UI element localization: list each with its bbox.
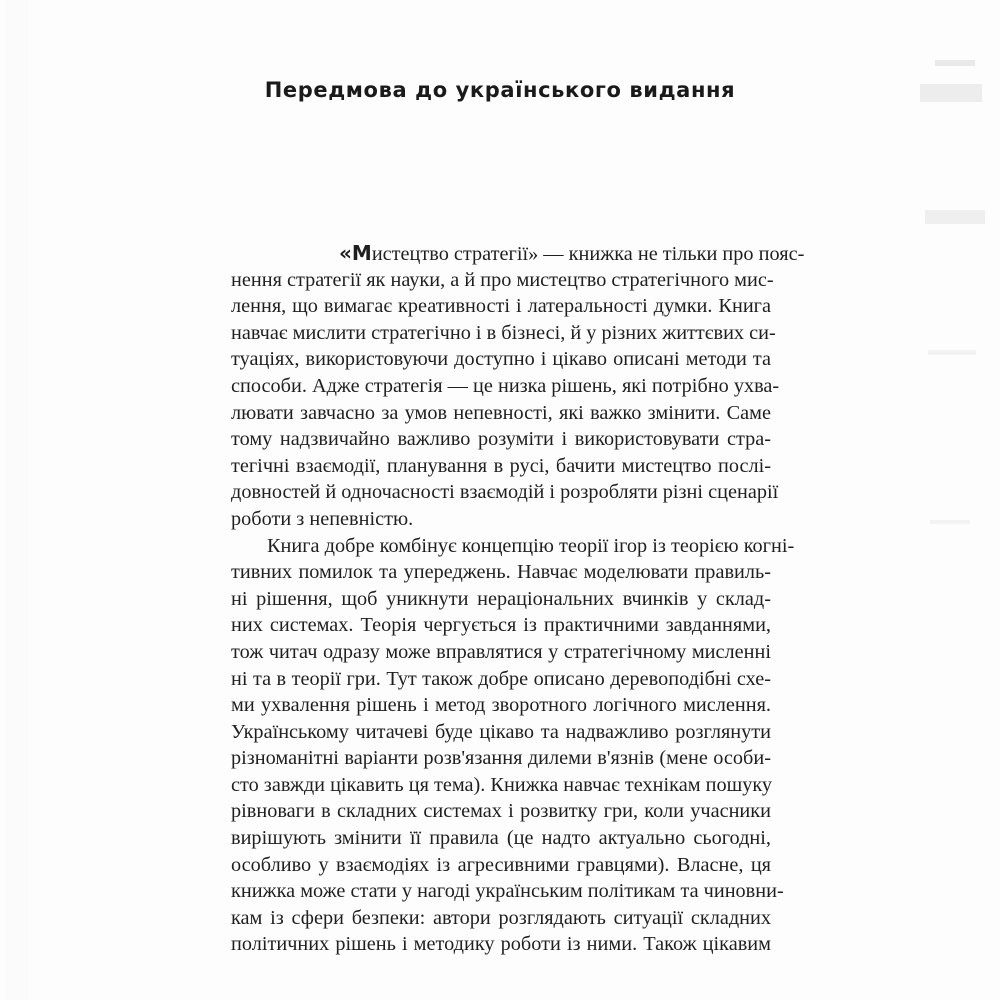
text-line: нення стратегії як науки, а й про мистецтво стратегічного мис-	[231, 268, 774, 291]
paragraph-2	[231, 533, 795, 959]
body-text	[231, 240, 805, 958]
text-line: книжка може стати у нагоді українським політикам та чиновни-	[231, 880, 784, 903]
text-line: особливо у взаємодіях із агресивними гравцями). Власне, ця	[231, 853, 771, 876]
text-line: вирішують змінити її правила (це надто актуально сьогодні,	[231, 827, 771, 850]
text-line: «Мистецтво стратегії» — книжка не тільки про пояс-	[339, 241, 805, 265]
text-line: Українському читачеві буде цікаво та надважливо розглянути	[231, 720, 771, 743]
text-line: різноманітні варіанти розв'язання дилеми в'язнів (мене особи-	[231, 747, 771, 770]
page-heading: Передмова до українського видання	[264, 78, 736, 102]
text-line: тож читач одразу може вправлятися у стратегічному мисленні	[231, 640, 771, 663]
text-line: тому надзвичайно важливо розуміти і використовувати стра-	[231, 428, 771, 451]
text-line: кам із сфери безпеки: автори розглядають ситуації складних	[231, 906, 771, 929]
text-line: них системах. Теорія чергується із практичними завданнями,	[231, 614, 771, 637]
paragraph-1	[231, 240, 805, 533]
text-line: ми ухвалення рішень і метод зворотного логічного мислення.	[231, 694, 771, 717]
text-line: довностей й одночасності взаємодій і розробляти різні сценарії	[231, 481, 779, 504]
text-line: сто завжди цікавить ця тема). Книжка навчає технікам пошуку	[231, 773, 773, 796]
text-line: тегічні взаємодії, планування в русі, бачити мистецтво послі-	[231, 454, 771, 477]
text-line: ні та в теорії гри. Тут також добре описано деревоподібні схе-	[231, 667, 771, 690]
drop-cap: «М	[339, 241, 372, 265]
text-line: ні рішення, щоб уникнути нераціональних вчинків у склад-	[231, 587, 771, 610]
text-line: способи. Адже стратегія — це низка рішень, які потрібно ухва-	[231, 374, 780, 397]
text-line: лювати завчасно за умов непевності, які важко змінити. Саме	[231, 401, 771, 424]
text-line: Книга добре комбінує концепцію теорії ігор із теорією когні-	[267, 534, 795, 557]
text-line: навчає мислити стратегічно і в бізнесі, й у різних життєвих си-	[231, 321, 776, 344]
text-line: політичних рішень і методику роботи із ними. Також цікавим	[231, 933, 771, 956]
text-line: роботи з непевністю.	[231, 507, 414, 530]
text-line: лення, що вимагає креативності і латеральності думки. Книга	[231, 295, 771, 318]
text-line: тивних помилок та упереджень. Навчає моделювати правиль-	[231, 561, 771, 584]
text-line: туаціях, використовуючи доступно і цікаво описані методи та	[231, 348, 771, 371]
text-line: рівноваги в складних системах і розвитку гри, коли учасники	[231, 800, 771, 823]
